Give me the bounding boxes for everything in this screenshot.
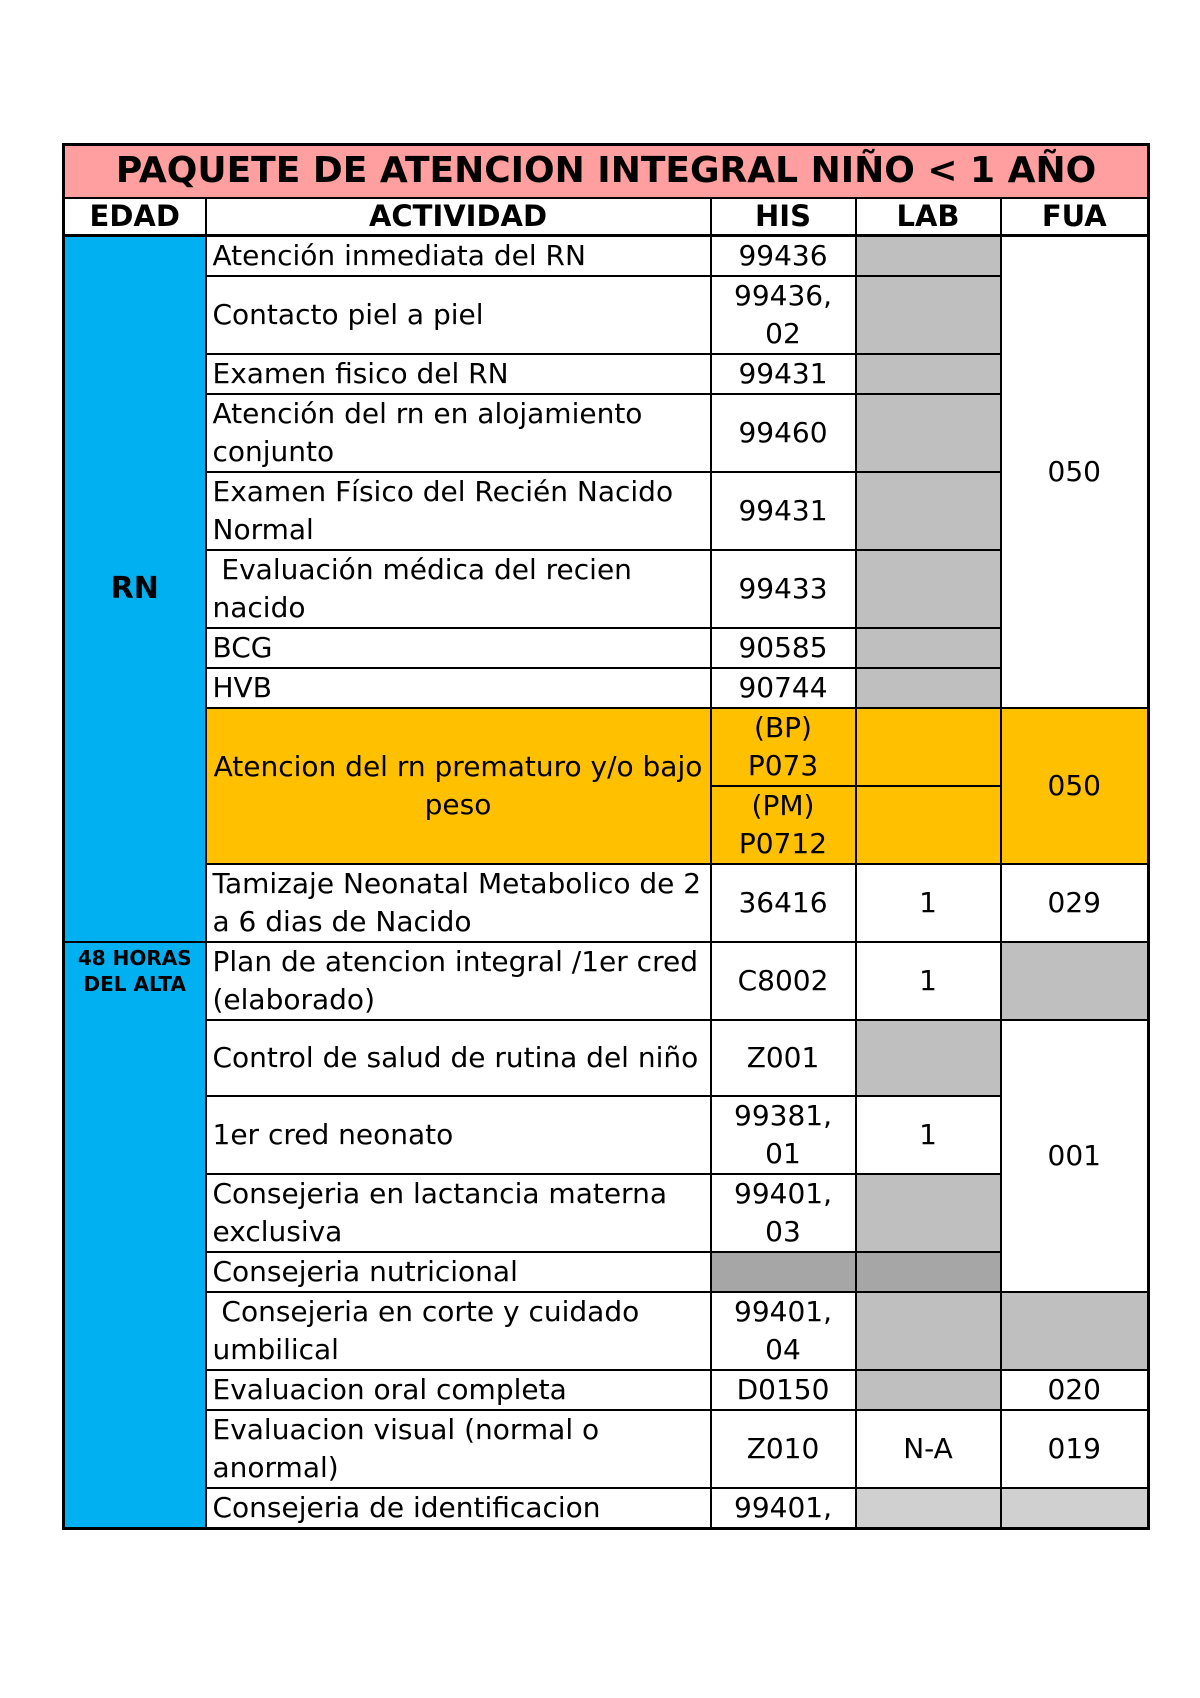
fua-cell: 029 [1001, 864, 1149, 942]
age-group-rn: RN [64, 236, 206, 943]
lab-cell [856, 668, 1001, 708]
activity-cell: Consejeria nutricional [206, 1252, 711, 1292]
lab-cell [856, 236, 1001, 277]
activity-cell: Examen fisico del RN [206, 354, 711, 394]
activity-cell: Atención del rn en alojamiento conjunto [206, 394, 711, 472]
fua-cell [1001, 1488, 1149, 1529]
activity-cell: Control de salud de rutina del niño [206, 1020, 711, 1096]
header-fua: FUA [1001, 198, 1149, 236]
activity-cell: Atencion del rn prematuro y/o bajo peso [206, 708, 711, 864]
header-edad: EDAD [64, 198, 206, 236]
his-cell: 99401, 04 [711, 1292, 856, 1370]
lab-cell: 1 [856, 864, 1001, 942]
activity-cell: Plan de atencion integral /1er cred (elaborado) [206, 942, 711, 1020]
his-cell: 90585 [711, 628, 856, 668]
lab-cell [856, 1370, 1001, 1410]
activity-cell: 1er cred neonato [206, 1096, 711, 1174]
his-cell: 99401, 03 [711, 1174, 856, 1252]
lab-cell [856, 550, 1001, 628]
his-cell: Z010 [711, 1410, 856, 1488]
his-cell: 99433 [711, 550, 856, 628]
lab-cell [856, 354, 1001, 394]
activity-cell: Examen Físico del Recién Nacido Normal [206, 472, 711, 550]
his-cell [711, 1252, 856, 1292]
activity-cell: BCG [206, 628, 711, 668]
his-cell: (BP) P073 [711, 708, 856, 786]
activity-cell: Consejeria de identificacion [206, 1488, 711, 1529]
his-cell: 99401, [711, 1488, 856, 1529]
activity-cell: Tamizaje Neonatal Metabolico de 2 a 6 dias de Nacido [206, 864, 711, 942]
age-group-48-horas: 48 HORAS DEL ALTA [64, 942, 206, 1529]
document-page [62, 143, 1150, 1530]
table-row [64, 236, 1149, 277]
table-row [64, 394, 1149, 472]
lab-cell [856, 628, 1001, 668]
table-row [64, 628, 1149, 668]
header-lab: LAB [856, 198, 1001, 236]
table-row [64, 1370, 1149, 1410]
table-row [64, 1488, 1149, 1529]
activity-cell: HVB [206, 668, 711, 708]
table-row [64, 668, 1149, 708]
table-row [64, 1096, 1149, 1174]
table-row [64, 708, 1149, 786]
his-cell: 90744 [711, 668, 856, 708]
fua-cell-rn: 050 [1001, 236, 1149, 709]
lab-cell [856, 394, 1001, 472]
lab-cell: 1 [856, 942, 1001, 1020]
activity-cell: Evaluacion oral completa [206, 1370, 711, 1410]
his-cell: 99381, 01 [711, 1096, 856, 1174]
his-cell: (PM) P0712 [711, 786, 856, 864]
his-cell: D0150 [711, 1370, 856, 1410]
table-row [64, 942, 1149, 1020]
lab-cell [856, 276, 1001, 354]
his-cell: C8002 [711, 942, 856, 1020]
table-title: PAQUETE DE ATENCION INTEGRAL NIÑO < 1 AÑO [64, 145, 1149, 199]
table-row [64, 472, 1149, 550]
lab-cell: 1 [856, 1096, 1001, 1174]
his-cell: 99460 [711, 394, 856, 472]
fua-cell-cred: 001 [1001, 1020, 1149, 1292]
activity-cell: Consejeria en corte y cuidado umbilical [206, 1292, 711, 1370]
table-row [64, 1292, 1149, 1370]
fua-cell [1001, 942, 1149, 1020]
activity-cell: Consejeria en lactancia materna exclusiva [206, 1174, 711, 1252]
table-row [64, 276, 1149, 354]
lab-cell [856, 786, 1001, 864]
activity-table [62, 143, 1150, 1530]
lab-cell [856, 1292, 1001, 1370]
lab-cell [856, 1020, 1001, 1096]
lab-cell: N-A [856, 1410, 1001, 1488]
fua-cell [1001, 1292, 1149, 1370]
fua-cell-prematuro: 050 [1001, 708, 1149, 864]
lab-cell [856, 1252, 1001, 1292]
activity-cell: Contacto piel a piel [206, 276, 711, 354]
his-cell: 36416 [711, 864, 856, 942]
his-cell: 99431 [711, 354, 856, 394]
table-row [64, 1174, 1149, 1252]
table-row [64, 550, 1149, 628]
fua-cell: 020 [1001, 1370, 1149, 1410]
lab-cell [856, 1174, 1001, 1252]
activity-cell: Evaluacion visual (normal o anormal) [206, 1410, 711, 1488]
table-row [64, 1410, 1149, 1488]
table-row [64, 1020, 1149, 1096]
activity-cell: Evaluación médica del recien nacido [206, 550, 711, 628]
his-cell: 99436, 02 [711, 276, 856, 354]
table-row [64, 1252, 1149, 1292]
activity-cell: Atención inmediata del RN [206, 236, 711, 277]
header-row [64, 198, 1149, 236]
table-row [64, 354, 1149, 394]
table-row [64, 864, 1149, 942]
header-actividad: ACTIVIDAD [206, 198, 711, 236]
fua-cell: 019 [1001, 1410, 1149, 1488]
his-cell: 99431 [711, 472, 856, 550]
lab-cell [856, 472, 1001, 550]
lab-cell [856, 708, 1001, 786]
lab-cell [856, 1488, 1001, 1529]
his-cell: Z001 [711, 1020, 856, 1096]
his-cell: 99436 [711, 236, 856, 277]
header-his: HIS [711, 198, 856, 236]
